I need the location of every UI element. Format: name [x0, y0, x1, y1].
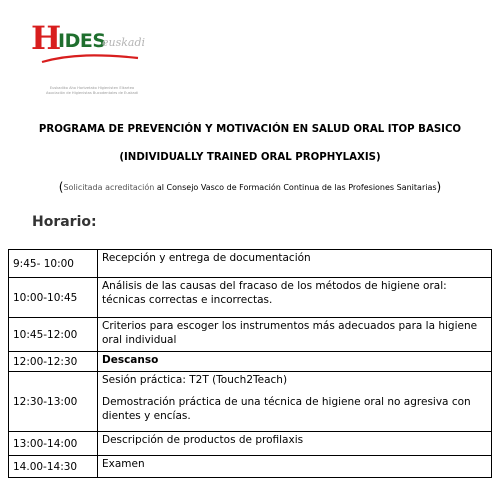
close-parenthesis: ) [436, 180, 442, 194]
activity-text: Sesión práctica: T2T (Touch2Teach) [102, 374, 288, 386]
logo-initial: H [31, 19, 62, 57]
activity-text: Demostración práctica de una técnica de higiene oral no agresiva con dientes y encías. [102, 396, 471, 422]
table-row [9, 372, 492, 432]
time-cell: 10:45-12:00 [9, 318, 98, 352]
program-title: PROGRAMA DE PREVENCIÓN Y MOTIVACIÓN EN SALUD ORAL ITOP BASICO [38, 124, 462, 135]
table-row [9, 250, 492, 278]
activity-text: Descripción de productos de profilaxis [102, 434, 304, 446]
table-row [9, 432, 492, 456]
activity-text: Recepción y entrega de documentación [102, 252, 311, 264]
time-cell: 13:00-14:00 [9, 432, 98, 456]
logo-name: IDES [58, 30, 106, 52]
activity-cell [98, 250, 492, 278]
table-row [9, 278, 492, 318]
activity-cell [98, 352, 492, 372]
open-parenthesis: ( [58, 180, 64, 194]
logo-wordmark [30, 16, 148, 66]
logo-swoosh-icon [40, 52, 140, 66]
activity-cell [98, 318, 492, 352]
program-subtitle: (INDIVIDUALLY TRAINED ORAL PROPHYLAXIS) [119, 152, 381, 163]
activity-text: Examen [102, 458, 145, 470]
accreditation-body: al Consejo Vasco de Formación Continua de las Profesiones Sanitarias [154, 183, 437, 192]
logo-caption-line: Asociación de Higienistas Bucodentales de Euskadi [46, 91, 138, 95]
logo-caption [36, 86, 148, 96]
schedule-table [8, 249, 492, 478]
time-cell: 12:00-12:30 [9, 352, 98, 372]
table-row [9, 352, 492, 372]
accreditation-note [0, 180, 500, 194]
table-row [9, 456, 492, 478]
time-cell: 9:45- 10:00 [9, 250, 98, 278]
time-cell: 12:30-13:00 [9, 372, 98, 432]
table-row [9, 318, 492, 352]
activity-text: Criterios para escoger los instrumentos más adecuados para la higiene oral individual [102, 320, 478, 346]
logo-caption-line: Euskadiko Aho Hortzetako Higienisten Elkartea [49, 86, 135, 90]
time-cell: 10:00-10:45 [9, 278, 98, 318]
activity-text: Análisis de las causas del fracaso de los métodos de higiene oral: técnicas correctas e incorrectas. [102, 280, 447, 306]
activity-cell [98, 432, 492, 456]
activity-cell [98, 278, 492, 318]
accreditation-status: Solicitada acreditación [63, 183, 155, 192]
hides-euskadi-logo [30, 16, 148, 102]
activity-text: Descanso [102, 354, 159, 366]
activity-cell [98, 456, 492, 478]
time-cell: 14.00-14:30 [9, 456, 98, 478]
activity-cell [98, 372, 492, 432]
schedule-heading: Horario: [32, 214, 97, 230]
logo-suffix: euskadi [102, 36, 146, 49]
